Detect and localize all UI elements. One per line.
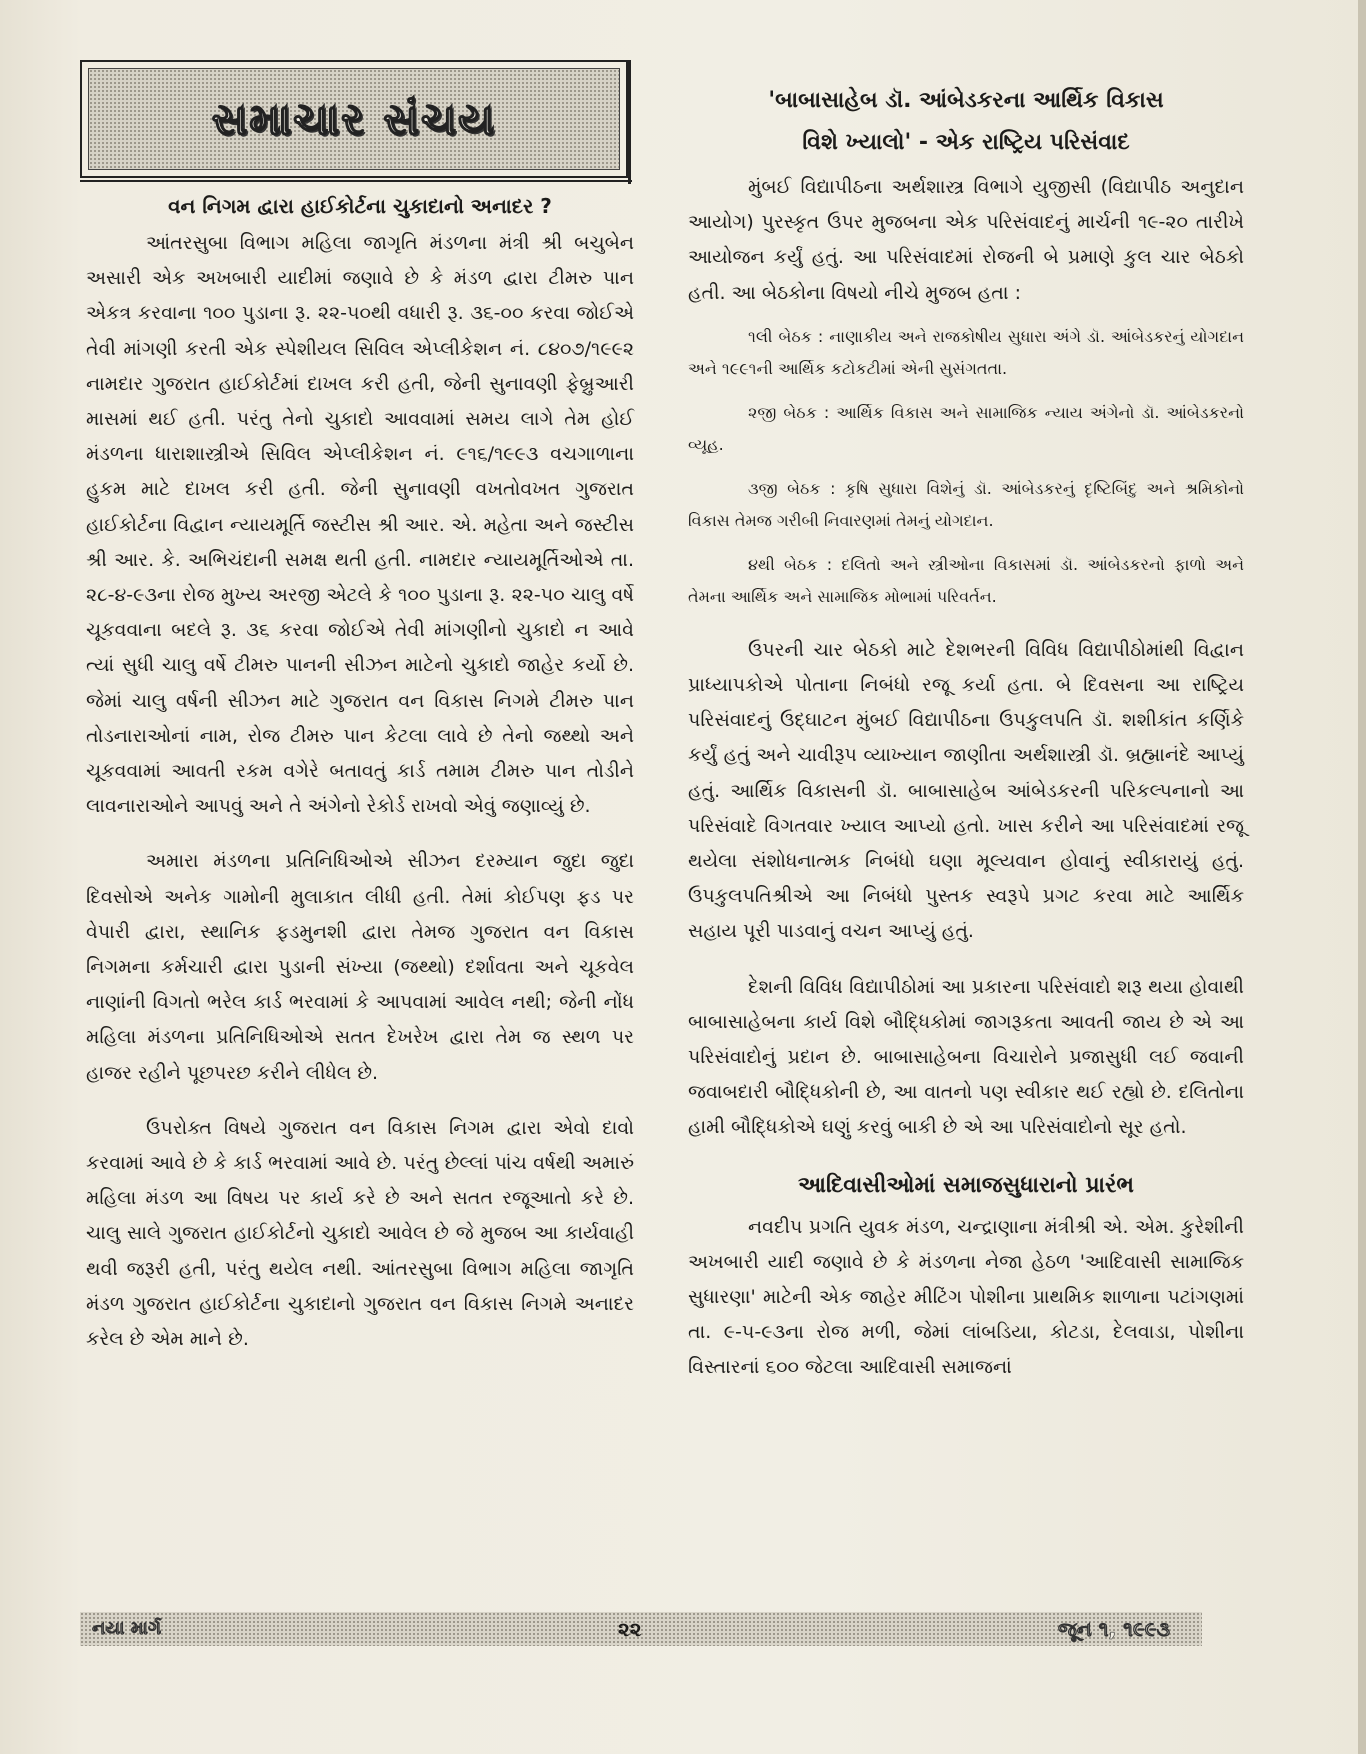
session-item: ૨જી બેઠક : આર્થિક વિકાસ અને સામાજિક ન્યાય અંગેનો ડૉ. આંબેડકરનો વ્યૂહ.: [688, 402, 1244, 454]
article-paragraph: મુંબઈ વિદ્યાપીઠના અર્થશાસ્ત્ર વિભાગે યુજીસી (વિદ્યાપીઠ અનુદાન આયોગ) પુરસ્કૃત ઉપર મુજબના એક પરિસંવાદનું માર્ચની ૧૯-૨૦ તારીખે આયોજન કર્યું હતું. આ પરિસંવાદમાં રોજની બે પ્રમાણે કુલ ચાર બેઠકો હતી. આ બેઠકોના વિષયો નીચે મુજબ હતા :: [688, 176, 1244, 304]
article-paragraph: દેશની વિવિધ વિદ્યાપીઠોમાં આ પ્રકારના પરિસંવાદો શરૂ થયા હોવાથી બાબાસાહેબના કાર્ય વિશે બૌદ્ધિકોમાં જાગરૂકતા આવતી જાય છે એ આ પરિસંવાદોનું પ્રદાન છે. બાબાસાહેબના વિચારોને પ્રજાસુધી લઈ જવાની જવાબદારી બૌદ્ધિકોની છે, આ વાતનો પણ સ્વીકાર થઈ રહ્યો છે. દલિતોના હામી બૌદ્ધિકોએ ઘણું કરવું બાકી છે એ આ પરિસંવાદોનો સૂર હતો.: [688, 975, 1244, 1139]
page-edge: [1358, 0, 1366, 1754]
session-item: ૩જી બેઠક : કૃષિ સુધારા વિશેનું ડૉ. આંબેડકરનું દૃષ્ટિબિંદુ અને શ્રમિકોનો વિકાસ તેમજ ગરીબી નિવારણમાં તેમનું યોગદાન.: [688, 478, 1244, 530]
footer-issue-date: જૂન ૧, ૧૯૯૩: [1058, 1617, 1170, 1641]
headline-line: વિશે ખ્યાલો' - એક રાષ્ટ્રિય પરિસંવાદ: [802, 130, 1130, 155]
article-paragraph: ઉપરોક્ત વિષયે ગુજરાત વન વિકાસ નિગમ દ્વારા એવો દાવો કરવામાં આવે છે કે કાર્ડ ભરવામાં આવે છે. પરંતુ છેલ્લાં પાંચ વર્ષથી અમારું મહિલા મંડળ આ વિષય પર કાર્ય કરે છે અને સતત રજૂઆતો કરે છે. ચાલુ સાલે ગુજરાત હાઈકોર્ટનો ચુકાદો આવેલ છે જે મુજબ આ કાર્યવાહી થવી જરૂરી હતી, પરંતુ થયેલ નથી. આંતરસુબા વિભાગ મહિલા જાગૃતિ મંડળ ગુજરાત હાઈકોર્ટના ચુકાદાનો ગુજરાત વન વિકાસ નિગમે અનાદર કરેલ છે એમ માને છે.: [86, 1116, 634, 1351]
article-paragraph: આંતરસુબા વિભાગ મહિલા જાગૃતિ મંડળના મંત્રી શ્રી બચુબેન અસારી એક અખબારી યાદીમાં જણાવે છે કે મંડળ દ્વારા ટીમરુ પાન એકત્ર કરવાના ૧૦૦ પુડાના રૂ. ૨૨-૫૦થી વધારી રૂ. ૩૬-૦૦ કરવા જોઈએ તેવી માંગણી કરતી એક સ્પેશીયલ સિવિલ એપ્લીકેશન નં. ૮૪૦૭/૧૯૯૨ નામદાર ગુજરાત હાઈકોર્ટમાં દાખલ કરી હતી, જેની સુનાવણી ફેબ્રુઆરી માસમાં થઈ હતી. પરંતુ તેનો ચુકાદો આવવામાં સમય લાગે તેમ હોઈ મંડળના ધારાશાસ્ત્રીએ સિવિલ એપ્લીકેશન નં. ૯૧૬/૧૯૯૩ વચગાળાના હુકમ માટે દાખલ કરી હતી. જેની સુનાવણી વખતોવખત ગુજરાત હાઈકોર્ટના વિદ્વાન ન્યાયમૂર્તિ જસ્ટીસ શ્રી આર. એ. મહેતા અને જસ્ટીસ શ્રી આર. કે. અભિચંદાની સમક્ષ થતી હતી. નામદાર ન્યાયમૂર્તિઓએ તા. ૨૮-૪-૯૩ના રોજ મુખ્ય અરજી એટલે કે ૧૦૦ પુડાના રૂ. ૨૨-૫૦ ચાલુ વર્ષે ચૂકવવાના બદલે રૂ. ૩૬ કરવા જોઈએ તેવી માંગણીનો ચુકાદો ન આવે ત્યાં સુધી ચાલુ વર્ષે ટીમરુ પાનની સીઝન માટેનો ચુકાદો જાહેર કર્યો છે. જેમાં ચાલુ વર્ષની સીઝન માટે ગુજરાત વન વિકાસ નિગમે ટીમરુ પાન તોડનારાઓનાં નામ, રોજ ટીમરુ પાન કેટલા લાવે છે તેનો જથ્થો અને ચૂકવવામાં આવતી રકમ વગેરે બતાવતું કાર્ડ તમામ ટીમરુ પાન તોડીને લાવનારાઓને આપવું અને તે અંગેનો રેકોર્ડ રાખવો એવું જણાવ્યું છે.: [86, 232, 634, 818]
article-headline-forest: વન નિગમ દ્વારા હાઈકોર્ટના ચુકાદાનો અનાદર ?: [168, 194, 552, 218]
article-headline-tribal: આદિવાસીઓમાં સમાજસુધારાનો પ્રારંભ: [798, 1172, 1134, 1198]
section-masthead: [80, 60, 628, 178]
masthead-underline: [80, 180, 632, 182]
article-paragraph: નવદીપ પ્રગતિ યુવક મંડળ, ચન્દ્રાણાના મંત્રીશ્રી એ. એમ. કુરેશીની અખબારી યાદી જણાવે છે કે મંડળના નેજા હેઠળ 'આદિવાસી સામાજિક સુધારણા' માટેની એક જાહેર મીટિંગ પોશીના પ્રાથમિક શાળાના પટાંગણમાં તા. ૯-૫-૯૩ના રોજ મળી, જેમાં લાંબડિયા, કોટડા, દેલવાડા, પોશીના વિસ્તારનાં ૬૦૦ જેટલા આદિવાસી સમાજનાં: [688, 1215, 1244, 1379]
session-item: ૧લી બેઠક : નાણાકીય અને રાજકોષીય સુધારા અંગે ડૉ. આંબેડકરનું યોગદાન અને ૧૯૯૧ની આર્થિક કટોકટીમાં એની સુસંગતતા.: [688, 326, 1244, 378]
session-item: ૪થી બેઠક : દલિતો અને સ્ત્રીઓના વિકાસમાં ડૉ. આંબેડકરનો ફાળો અને તેમના આર્થિક અને સામાજિક મોભામાં પરિવર્તન.: [688, 554, 1244, 606]
masthead-banner: [88, 68, 620, 170]
article-paragraph: ઉપરની ચાર બેઠકો માટે દેશભરની વિવિધ વિદ્યાપીઠોમાંથી વિદ્વાન પ્રાધ્યાપકોએ પોતાના નિબંધો રજૂ કર્યા હતા. બે દિવસના આ રાષ્ટ્રિય પરિસંવાદનું ઉદ્ઘાટન મુંબઈ વિદ્યાપીઠના ઉપકુલપતિ ડૉ. શશીકાંત કર્ણિકે કર્યું હતું અને ચાવીરૂપ વ્યાખ્યાન જાણીતા અર્થશાસ્ત્રી ડૉ. બ્રહ્માનંદે આપ્યું હતું. આર્થિક વિકાસની ડૉ. બાબાસાહેબ આંબેડકરની પરિકલ્પનાનો આ પરિસંવાદે વિગતવાર ખ્યાલ આપ્યો હતો. ખાસ કરીને આ પરિસંવાદમાં રજૂ થયેલા સંશોધનાત્મક નિબંધો ઘણા મૂલ્યવાન હોવાનું સ્વીકારાયું હતું. ઉપકુલપતિશ્રીએ આ નિબંધો પુસ્તક સ્વરૂપે પ્રગટ કરવા માટે આર્થિક સહાય પૂરી પાડવાનું વચન આપ્યું હતું.: [688, 638, 1244, 943]
left-column: [86, 188, 634, 1357]
footer-publication-name: નયા માર્ગ: [92, 1618, 162, 1639]
masthead-title: સમાચાર સંચય: [211, 93, 497, 145]
masthead-shadow-rule: [628, 60, 631, 184]
headline-line: 'બાબાસાહેબ ડૉ. આંબેડકરના આર્થિક વિકાસ: [768, 88, 1164, 113]
right-column: [688, 80, 1244, 1386]
article-paragraph: અમારા મંડળના પ્રતિનિધિઓએ સીઝન દરમ્યાન જુદા જુદા દિવસોએ અનેક ગામોની મુલાકાત લીધી હતી. તેમાં કોઈપણ ફડ પર વેપારી દ્વારા, સ્થાનિક ફડમુનશી દ્વારા તેમજ ગુજરાત વન વિકાસ નિગમના કર્મચારી દ્વારા પુડાની સંખ્યા (જથ્થો) દર્શાવતા અને ચૂકવેલ નાણાંની વિગતો ભરેલ કાર્ડ ભરવામાં કે આપવામાં આવેલ નથી; જેની નોંધ મહિલા મંડળના પ્રતિનિધિઓએ સતત દેખરેખ દ્વારા તેમ જ સ્થળ પર હાજર રહીને પૂછપરછ કરીને લીધેલ છે.: [86, 850, 634, 1084]
footer-page-number: ૨૨: [618, 1617, 642, 1641]
article-headline-seminar: [688, 80, 1244, 164]
